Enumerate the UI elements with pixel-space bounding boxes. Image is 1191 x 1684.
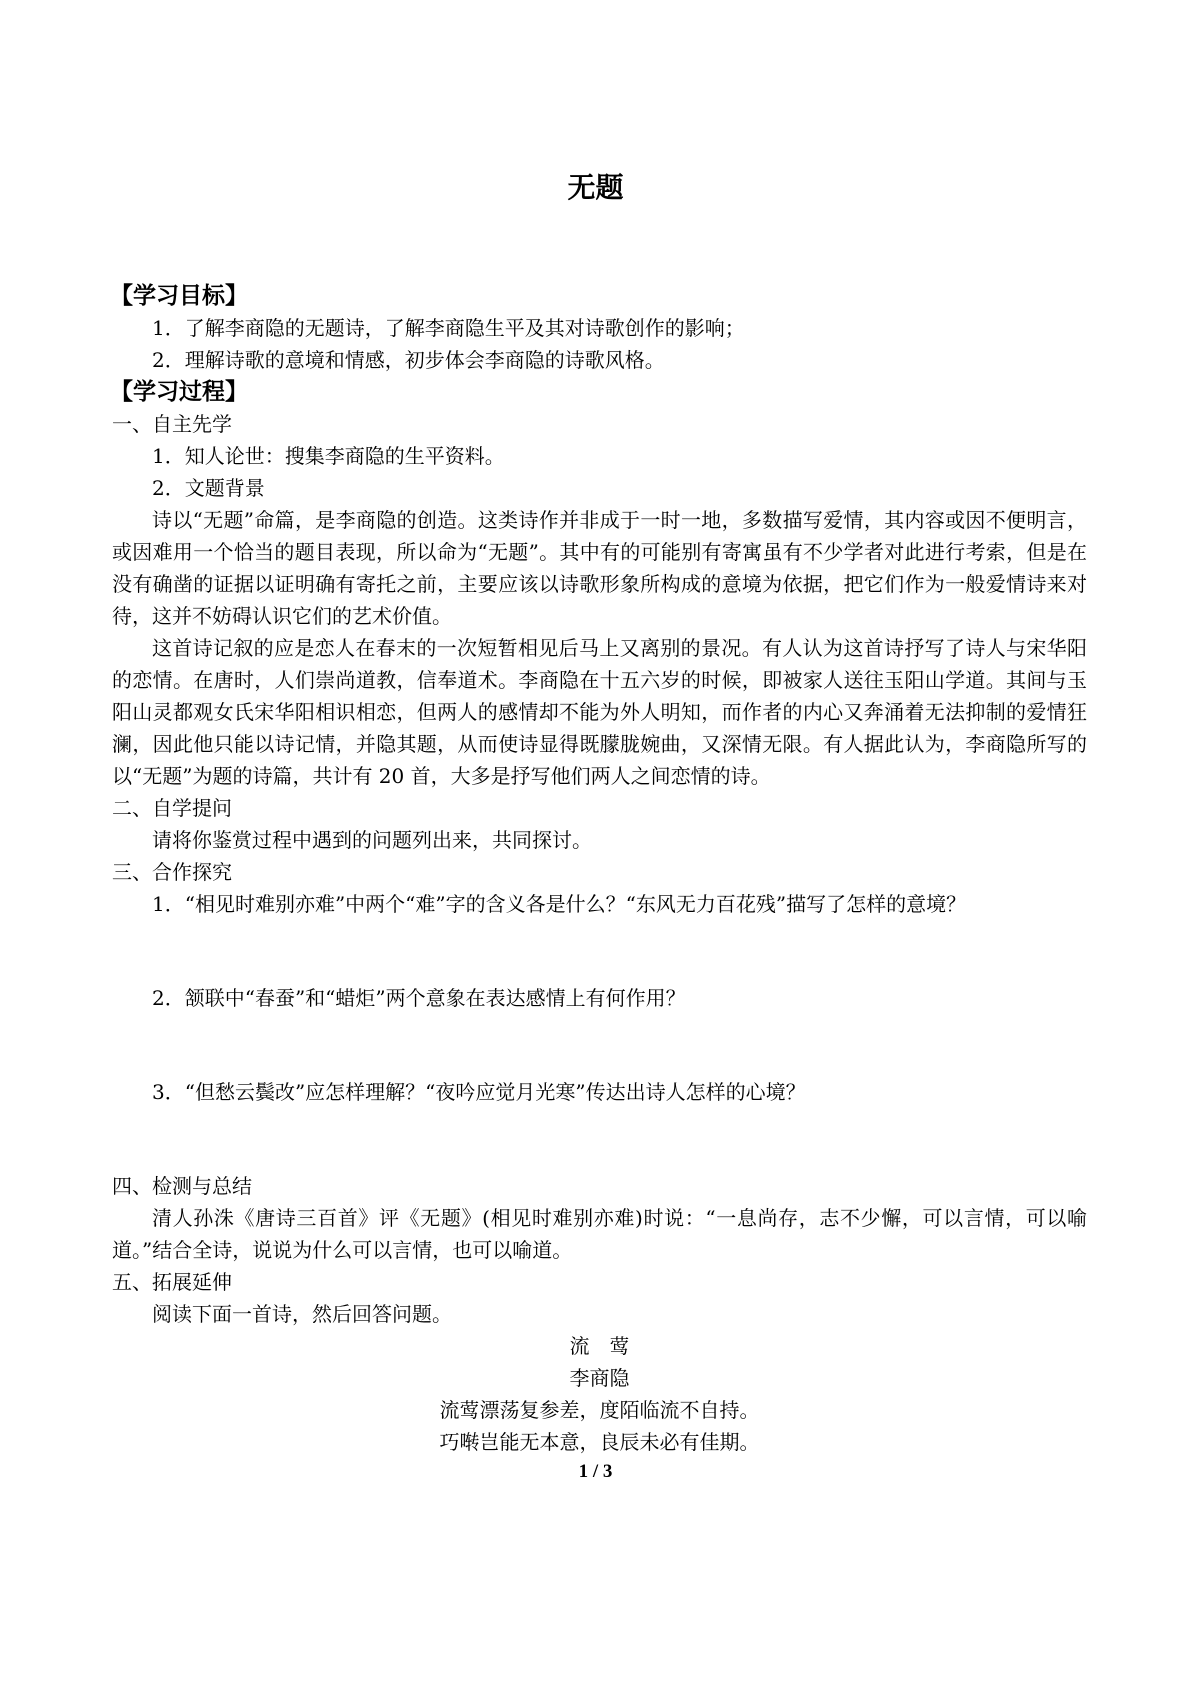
part1-item-2: 2．文题背景	[152, 476, 265, 500]
part1-item-1: 1．知人论世：搜集李商隐的生平资料。	[152, 444, 505, 468]
part5-text: 阅读下面一首诗，然后回答问题。	[152, 1302, 452, 1326]
poem-line-2: 巧啭岂能无本意，良辰未必有佳期。	[439, 1430, 760, 1454]
answer-space-1	[112, 920, 1087, 982]
part3-heading: 三、合作探究	[112, 860, 232, 884]
page-number: 1 / 3	[578, 1461, 613, 1482]
question-2: 2．颔联中“春蚕”和“蜡炬”两个意象在表达感情上有何作用？	[152, 986, 686, 1010]
poem-title: 流 莺	[569, 1334, 630, 1358]
part2-heading: 二、自学提问	[112, 796, 232, 820]
goal-item-1: 1．了解李商隐的无题诗，了解李商隐生平及其对诗歌创作的影响；	[152, 316, 745, 340]
answer-space-2	[112, 1014, 1087, 1076]
learning-process-heading: 【学习过程】	[110, 379, 248, 405]
document-body	[112, 280, 1087, 1458]
background-paragraph-2: 这首诗记叙的应是恋人在春末的一次短暂相见后马上又离别的景况。有人认为这首诗抒写了诗人与宋华阳的恋情。在唐时，人们崇尚道教，信奉道术。李商隐在十五六岁的时候，即被家人送往玉阳山学道。其间与玉阳山灵都观女氏宋华阳相识相恋，但两人的感情却不能为外人明知，而作者的内心又奔涌着无法抑制的爱情狂澜，因此他只能以诗记情，并隐其题，从而使诗显得既朦胧婉曲，又深情无限。有人据此认为，李商隐所写的以“无题”为题的诗篇，共计有 20 首，大多是抒写他们两人之间恋情的诗。	[112, 636, 1087, 788]
question-3: 3．“但愁云鬓改”应怎样理解？“夜吟应觉月光寒”传达出诗人怎样的心境？	[152, 1080, 806, 1104]
poem-line-1: 流莺漂荡复参差，度陌临流不自持。	[439, 1398, 760, 1422]
part5-heading: 五、拓展延伸	[112, 1270, 232, 1294]
part4-text: 清人孙洙《唐诗三百首》评《无题》(相见时难别亦难)时说：“一息尚存，志不少懈，可以言情，可以喻道。”结合全诗，说说为什么可以言情，也可以喻道。	[112, 1206, 1087, 1262]
part1-heading: 一、自主先学	[112, 412, 232, 436]
answer-space-3	[112, 1108, 1087, 1170]
goal-item-2: 2．理解诗歌的意境和情感，初步体会李商隐的诗歌风格。	[152, 348, 665, 372]
question-1: 1．“相见时难别亦难”中两个“难”字的含义各是什么？“东风无力百花残”描写了怎样的意境？	[152, 892, 967, 916]
poem-author: 李商隐	[569, 1366, 630, 1390]
part4-heading: 四、检测与总结	[112, 1174, 252, 1198]
page-title: 无题	[567, 171, 624, 204]
learning-goals-heading: 【学习目标】	[110, 283, 248, 309]
part2-text: 请将你鉴赏过程中遇到的问题列出来，共同探讨。	[152, 828, 592, 852]
background-paragraph-1: 诗以“无题”命篇，是李商隐的创造。这类诗作并非成于一时一地，多数描写爱情，其内容或因不便明言，或因难用一个恰当的题目表现，所以命为“无题”。其中有的可能别有寄寓虽有不少学者对此进行考索，但是在没有确凿的证据以证明确有寄托之前，主要应该以诗歌形象所构成的意境为依据，把它们作为一般爱情诗来对待，这并不妨碍认识它们的艺术价值。	[112, 508, 1087, 628]
